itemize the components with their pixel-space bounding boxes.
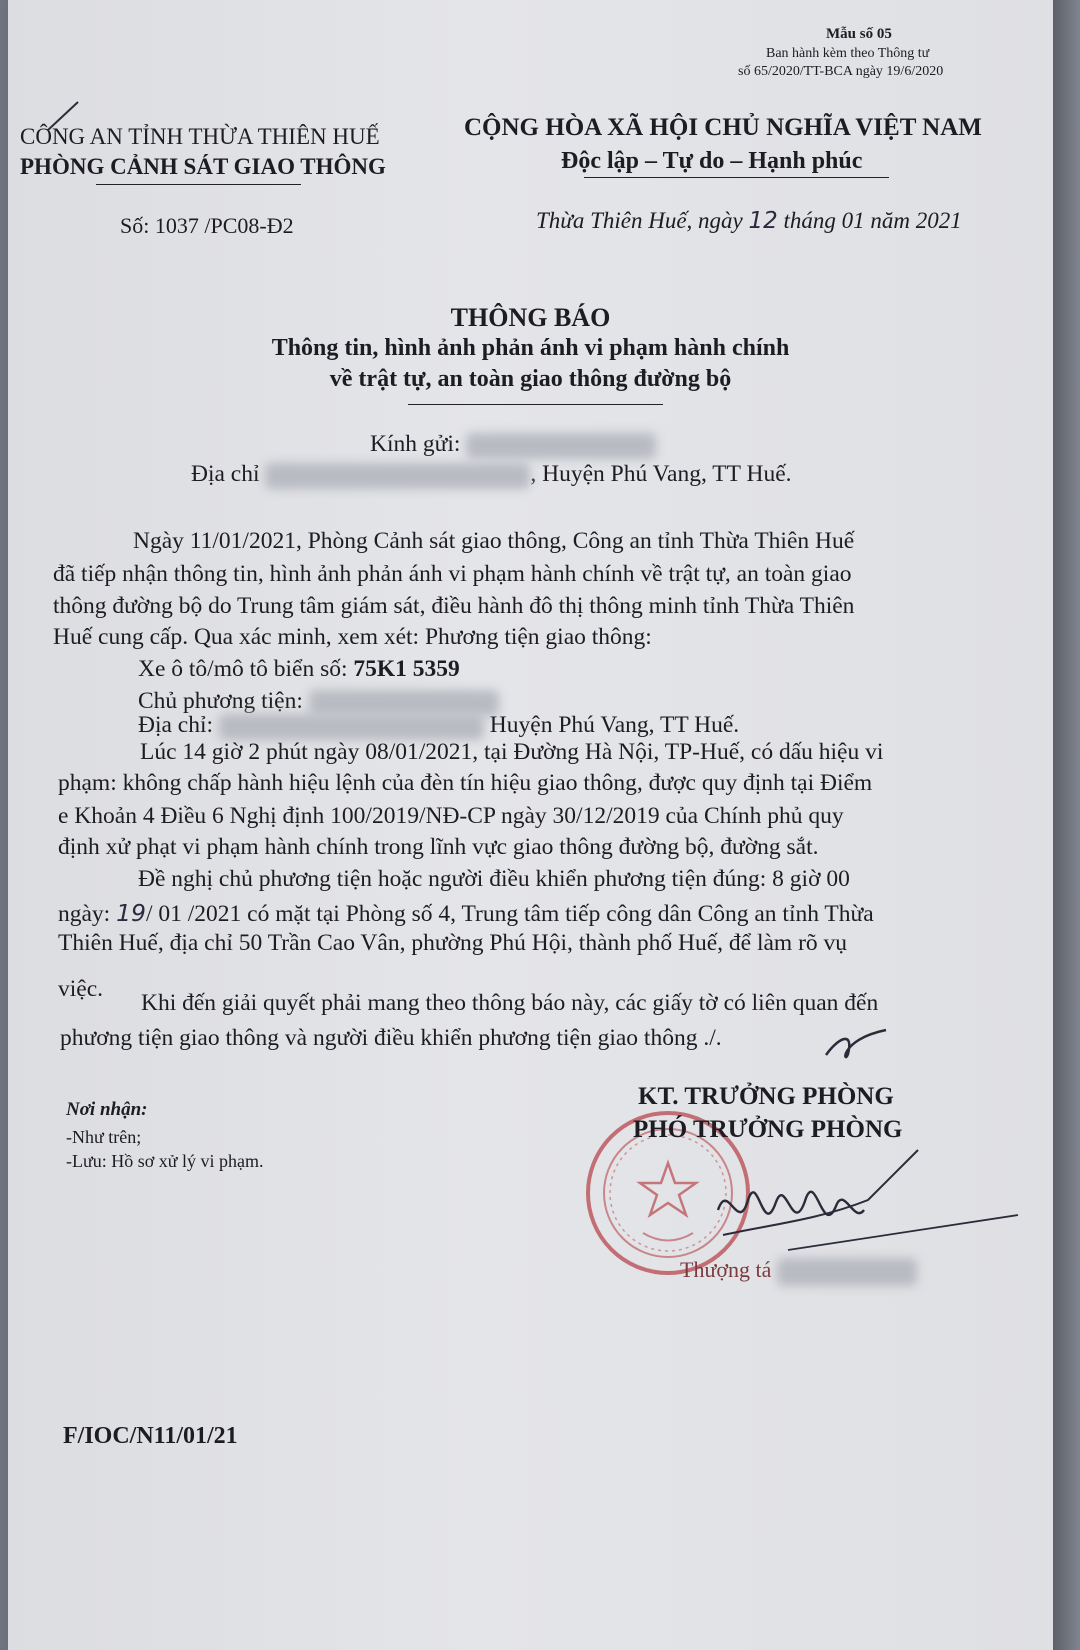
signer-title-line2: PHÓ TRƯỞNG PHÒNG bbox=[633, 1116, 903, 1143]
date-prefix: Thừa Thiên Huế, ngày bbox=[536, 208, 749, 233]
appointment-day-handwritten: 19 bbox=[116, 899, 146, 927]
p1-line3: thông đường bộ do Trung tâm giám sát, điều hành đô thị thông minh tỉnh Thừa Thiên bbox=[53, 593, 855, 619]
document-date bbox=[536, 208, 962, 234]
p4-line2: phương tiện giao thông và người điều khiển phương tiện giao thông ./. bbox=[60, 1025, 722, 1051]
p3-line4: việc. bbox=[58, 976, 104, 1002]
handwritten-signature-icon bbox=[668, 1140, 1028, 1320]
recipient-label: Kính gửi: bbox=[370, 431, 461, 457]
redacted-recipient-address bbox=[265, 463, 530, 489]
p2-line4: định xử phạt vi phạm hành chính trong lĩnh vực giao thông đường bộ, đường sắt. bbox=[58, 834, 819, 860]
owner-label: Chủ phương tiện: bbox=[138, 688, 303, 714]
recipients-label: Nơi nhận: bbox=[66, 1099, 148, 1120]
p3-line2-prefix: ngày: bbox=[58, 901, 117, 927]
recipient-address-line bbox=[191, 461, 792, 489]
redacted-signer-name bbox=[777, 1258, 917, 1286]
p2-line3: e Khoản 4 Điều 6 Nghị định 100/2019/NĐ-CP ngày 30/12/2019 của Chính phủ quy bbox=[58, 803, 844, 829]
issued-with-line1: Ban hành kèm theo Thông tư bbox=[766, 46, 930, 61]
signer-rank: Thượng tá bbox=[680, 1257, 772, 1282]
p2-line2: phạm: không chấp hành hiệu lệnh của đèn tín hiệu giao thông, được quy định tại Điểm bbox=[58, 770, 873, 796]
redacted-recipient-name bbox=[466, 433, 656, 459]
p1-line2: đã tiếp nhận thông tin, hình ảnh phản ánh vi phạm hành chính về trật tự, an toàn giao bbox=[53, 561, 852, 587]
owner-address-line bbox=[138, 712, 739, 740]
p3-line3: Thiên Huế, địa chỉ 50 Trần Cao Vân, phường Phú Hội, thành phố Huế, để làm rõ vụ bbox=[58, 930, 848, 956]
p1-line4: Huế cung cấp. Qua xác minh, xem xét: Phương tiện giao thông: bbox=[53, 624, 652, 650]
nation-motto: Độc lập – Tự do – Hạnh phúc bbox=[561, 148, 863, 174]
p3-line2-suffix: / 01 /2021 có mặt tại Phòng số 4, Trung tâm tiếp công dân Công an tỉnh Thừa bbox=[146, 901, 874, 927]
org-name-line1: CÔNG AN TỈNH THỪA THIÊN HUẾ bbox=[20, 124, 380, 149]
recipients-item-1: -Như trên; bbox=[66, 1127, 142, 1147]
footer-code: F/IOC/N11/01/21 bbox=[63, 1423, 238, 1449]
document-page bbox=[8, 0, 1053, 1650]
org-name-line2: PHÒNG CẢNH SÁT GIAO THÔNG bbox=[20, 154, 386, 179]
nation-name: CỘNG HÒA XÃ HỘI CHỦ NGHĨA VIỆT NAM bbox=[464, 114, 982, 141]
owner-address-suffix: Huyện Phú Vang, TT Huế. bbox=[489, 712, 740, 738]
plate-value: 75K1 5359 bbox=[353, 656, 460, 682]
form-number: Mẫu số 05 bbox=[826, 26, 892, 42]
notice-title: THÔNG BÁO bbox=[450, 303, 611, 332]
owner-address-label: Địa chỉ: bbox=[138, 712, 214, 738]
plate-line bbox=[138, 656, 460, 683]
signer-title-line1: KT. TRƯỞNG PHÒNG bbox=[638, 1083, 894, 1110]
signer-name-line bbox=[680, 1257, 917, 1286]
p3-line1: Đề nghị chủ phương tiện hoặc người điều khiển phương tiện đúng: 8 giờ 00 bbox=[138, 866, 850, 892]
motto-underline bbox=[584, 177, 889, 178]
notice-subtitle-line1: Thông tin, hình ảnh phản ánh vi phạm hành chính bbox=[271, 335, 790, 361]
p1-line1: Ngày 11/01/2021, Phòng Cảnh sát giao thông, Công an tỉnh Thừa Thiên Huế bbox=[133, 528, 855, 554]
title-underline bbox=[408, 404, 663, 405]
document-number: Số: 1037 /PC08-Đ2 bbox=[120, 213, 294, 238]
notice-subtitle-line2: về trật tự, an toàn giao thông đường bộ bbox=[329, 366, 732, 392]
p3-line2 bbox=[58, 899, 874, 928]
plate-label: Xe ô tô/mô tô biển số: bbox=[138, 656, 354, 682]
recipient-address-label: Địa chỉ bbox=[191, 461, 260, 487]
issued-with-line2: số 65/2020/TT-BCA ngày 19/6/2020 bbox=[738, 64, 944, 79]
background-edge bbox=[1053, 0, 1080, 1650]
redacted-owner-address bbox=[219, 714, 484, 740]
p2-line1: Lúc 14 giờ 2 phút ngày 08/01/2021, tại Đường Hà Nội, TP-Huế, có dấu hiệu vi bbox=[140, 739, 884, 765]
org-underline bbox=[96, 184, 301, 185]
p4-line1: Khi đến giải quyết phải mang theo thông báo này, các giấy tờ có liên quan đến bbox=[141, 990, 879, 1016]
recipients-item-2: -Lưu: Hồ sơ xử lý vi phạm. bbox=[66, 1151, 264, 1171]
date-day-handwritten: 12 bbox=[748, 208, 778, 234]
date-suffix: tháng 01 năm 2021 bbox=[777, 208, 962, 233]
recipient-address-suffix: , Huyện Phú Vang, TT Huế. bbox=[530, 461, 792, 487]
recipient-line bbox=[370, 431, 656, 459]
